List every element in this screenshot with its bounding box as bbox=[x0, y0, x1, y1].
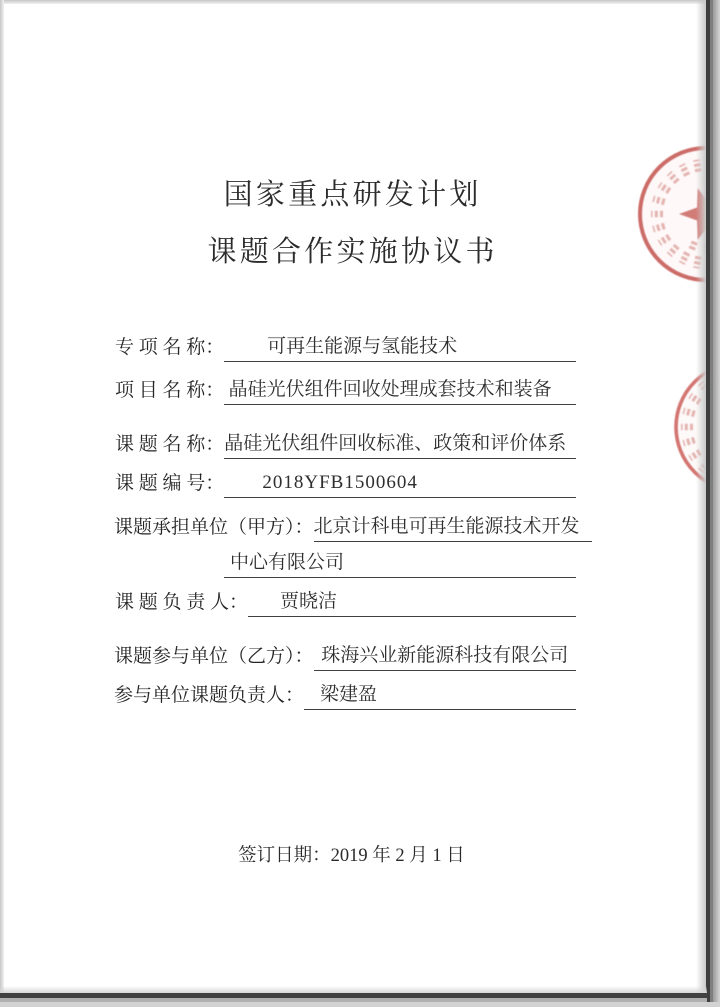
field-lead-organization-line2 bbox=[224, 550, 576, 578]
field-partner-organization bbox=[114, 643, 576, 671]
field-label: 专 项 名 称： bbox=[115, 337, 225, 358]
field-value: 北京计科电可再生能源技术开发 bbox=[314, 513, 592, 542]
field-label: 课题承担单位（甲方）： bbox=[114, 517, 314, 538]
field-label: 课 题 名 称： bbox=[115, 434, 225, 455]
scan-edge-bottom-outer bbox=[0, 1002, 720, 1007]
scan-edge-right-outer bbox=[713, 0, 720, 1007]
field-project-name bbox=[115, 377, 576, 405]
field-label: 课 题 编 号： bbox=[115, 473, 225, 494]
field-value: 晶硅光伏组件回收处理成套技术和装备 bbox=[224, 376, 576, 405]
scan-edge-top bbox=[0, 0, 720, 4]
field-value: 中心有限公司 bbox=[224, 549, 576, 578]
scan-edge-left bbox=[0, 0, 4, 1007]
field-label: 课 题 负 责 人： bbox=[115, 592, 249, 613]
page-title bbox=[0, 181, 703, 266]
field-label: 参与单位课题负责人： bbox=[114, 685, 305, 706]
title-line-1: 国 家 重 点 研 发 计 划 bbox=[223, 179, 480, 211]
scan-edge-bottom-soft bbox=[0, 986, 707, 993]
field-value: 珠海兴业新能源科技有限公司 bbox=[314, 642, 576, 671]
field-subject-name bbox=[115, 431, 576, 459]
field-special-project-name bbox=[115, 334, 576, 362]
field-value: 2018YFB1500604 bbox=[224, 469, 576, 498]
field-partner-leader bbox=[114, 682, 576, 710]
field-lead-organization bbox=[114, 514, 580, 542]
field-value: 可再生能源与氢能技术 bbox=[224, 333, 576, 362]
field-value: 梁建盈 bbox=[304, 681, 576, 710]
field-subject-leader bbox=[115, 589, 576, 617]
field-value: 晶硅光伏组件回收标准、政策和评价体系 bbox=[224, 430, 576, 459]
field-value: 贾晓洁 bbox=[248, 588, 576, 617]
sign-date: 签订日期：2019 年 2 月 1 日 bbox=[238, 846, 465, 866]
scan-edge-right-soft bbox=[696, 0, 706, 1007]
field-subject-number bbox=[115, 470, 576, 498]
field-label: 项 目 名 称： bbox=[115, 380, 225, 401]
field-label: 课题参与单位（乙方）： bbox=[114, 646, 314, 667]
title-line-2: 课 题 合 作 实 施 协 议 书 bbox=[207, 236, 496, 268]
